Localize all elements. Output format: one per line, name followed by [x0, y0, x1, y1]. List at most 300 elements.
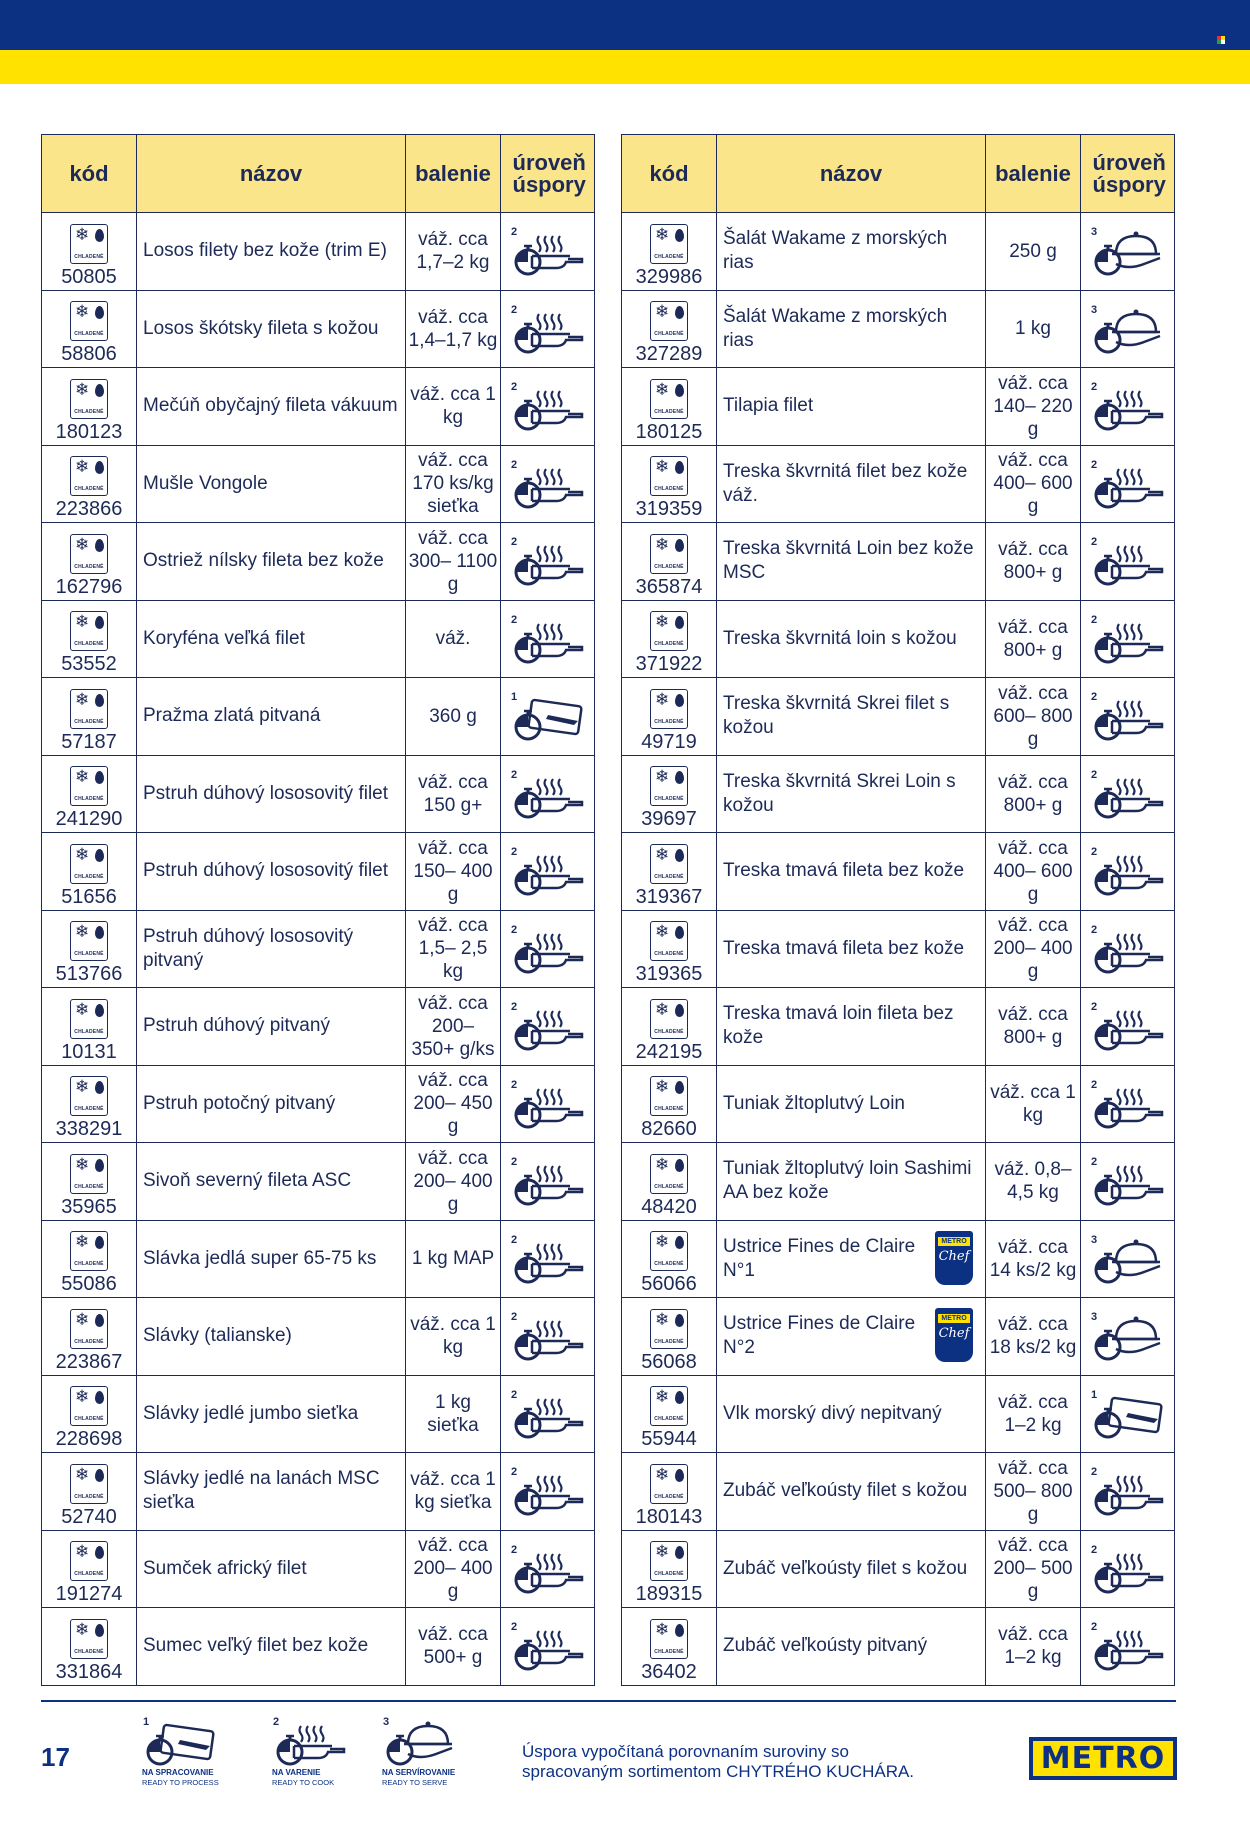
- chilled-icon: [70, 1154, 108, 1194]
- water-drop-icon: [95, 1314, 104, 1327]
- knife-board-icon: [1081, 1387, 1174, 1441]
- chilled-label: CHLADENÉ: [654, 718, 684, 725]
- legend-subtitle: READY TO COOK: [272, 1778, 335, 1787]
- svg-text:2: 2: [1090, 536, 1097, 549]
- chilled-icon: [650, 301, 688, 341]
- steaming-pan-icon: [501, 1619, 594, 1673]
- svg-text:2: 2: [510, 1001, 517, 1014]
- chilled-icon: [70, 844, 108, 884]
- svg-text:1: 1: [143, 1716, 150, 1728]
- table-row: [42, 290, 595, 368]
- product-code-cell: [622, 988, 717, 1066]
- product-name-cell: [717, 290, 986, 368]
- water-drop-icon: [675, 1314, 684, 1327]
- cloche-hand-icon: [1081, 224, 1174, 278]
- product-pack: váž. 0,8– 4,5 kg: [986, 1143, 1081, 1221]
- chilled-label: CHLADENÉ: [654, 1571, 684, 1577]
- product-name-cell: [717, 988, 986, 1066]
- product-code-cell: [42, 755, 137, 833]
- steaming-pan-icon: [501, 1232, 594, 1286]
- table-row: [622, 1298, 1175, 1376]
- table-row: [622, 910, 1175, 988]
- svg-text:2: 2: [510, 1543, 517, 1556]
- chilled-icon: [70, 766, 108, 806]
- product-pack: váž. cca 1–2 kg: [986, 1608, 1081, 1686]
- table-row: [622, 1375, 1175, 1453]
- product-name-cell: [717, 1143, 986, 1221]
- product-code-cell: [622, 213, 717, 291]
- chilled-icon: [650, 611, 688, 651]
- steaming-pan-icon: [1081, 844, 1174, 898]
- product-code: 55086: [61, 1273, 117, 1295]
- table-header-row: [622, 135, 1175, 213]
- product-code: 223867: [55, 1350, 123, 1373]
- svg-text:3: 3: [1090, 226, 1097, 239]
- product-pack: váž. cca 1 kg: [986, 1065, 1081, 1143]
- product-name-cell: [137, 600, 406, 678]
- snowflake-icon: ❄: [75, 379, 90, 400]
- product-name-cell: [717, 833, 986, 911]
- savings-level-cell: [501, 833, 595, 911]
- savings-level-cell: [501, 1608, 595, 1686]
- chilled-icon: [70, 1076, 108, 1116]
- chilled-label: CHLADENÉ: [74, 563, 104, 570]
- product-name-cell: [137, 213, 406, 291]
- savings-level-cell: [1081, 1065, 1175, 1143]
- product-code-cell: [622, 290, 717, 368]
- water-drop-icon: [675, 694, 684, 707]
- product-name-cell: [717, 445, 986, 523]
- product-name-cell: [137, 1298, 406, 1376]
- header-level: [1081, 135, 1175, 213]
- metro-logo: METRO: [1029, 1737, 1177, 1780]
- header-code: kód: [622, 135, 717, 213]
- metro-chef-badge: [935, 1231, 973, 1285]
- chilled-icon: [650, 1231, 688, 1271]
- product-name: Sivoň severný fileta ASC: [143, 1170, 352, 1192]
- snowflake-icon: ❄: [75, 1232, 90, 1252]
- chilled-icon: [650, 766, 688, 806]
- table-row: [622, 290, 1175, 368]
- product-pack: váž. cca 400– 600 g: [986, 833, 1081, 911]
- table-row: [42, 1530, 595, 1608]
- snowflake-icon: ❄: [75, 1387, 90, 1407]
- product-code-cell: [622, 1220, 717, 1298]
- svg-text:2: 2: [1090, 458, 1097, 471]
- product-pack: váž. cca 1 kg: [406, 368, 501, 446]
- chilled-icon: [650, 224, 688, 264]
- chilled-icon: [70, 1541, 108, 1581]
- header-pack: balenie: [406, 135, 501, 213]
- product-name-cell: [717, 910, 986, 988]
- product-code-cell: [622, 1453, 717, 1531]
- snowflake-icon: ❄: [75, 612, 90, 632]
- steaming-pan-icon: [501, 224, 594, 278]
- product-code-cell: [622, 910, 717, 988]
- savings-level-cell: [1081, 755, 1175, 833]
- chilled-label: CHLADENÉ: [654, 486, 684, 492]
- savings-level-cell: [501, 1453, 595, 1531]
- product-name: Šalát Wakame z morských rias: [723, 228, 948, 274]
- cloche-hand-icon: [1081, 1309, 1174, 1363]
- product-code-cell: [42, 290, 137, 368]
- product-name-cell: [137, 833, 406, 911]
- steaming-pan-icon: [1081, 999, 1174, 1053]
- table-header-row: [42, 135, 595, 213]
- chilled-label: CHLADENÉ: [654, 1416, 684, 1422]
- chilled-label: CHLADENÉ: [74, 1106, 104, 1112]
- product-name: Treska škvrnitá Loin bez kože MSC: [723, 538, 974, 584]
- water-drop-icon: [95, 694, 104, 707]
- product-code-cell: [42, 1220, 137, 1298]
- product-pack: váž. cca 800+ g: [986, 755, 1081, 833]
- product-name: Losos filety bez kože (trim E): [143, 240, 387, 262]
- chilled-label: CHLADENÉ: [654, 253, 684, 260]
- product-pack: váž. cca 500+ g: [406, 1608, 501, 1686]
- product-name: Ostriež nílsky fileta bez kože: [143, 550, 384, 572]
- product-name: Treska škvrnitá filet bez kože váž.: [723, 460, 968, 506]
- water-drop-icon: [675, 849, 684, 862]
- chilled-icon: [70, 301, 108, 341]
- product-pack: váž. cca 400– 600 g: [986, 445, 1081, 523]
- svg-text:2: 2: [510, 1466, 517, 1479]
- product-code: 180125: [635, 420, 703, 443]
- snowflake-icon: ❄: [75, 844, 90, 865]
- savings-level-cell: [1081, 1298, 1175, 1376]
- product-code-cell: [42, 988, 137, 1066]
- savings-level-cell: [1081, 445, 1175, 523]
- product-pack: 1 kg: [986, 290, 1081, 368]
- svg-text:2: 2: [510, 303, 517, 316]
- water-drop-icon: [675, 1546, 684, 1559]
- snowflake-icon: ❄: [655, 844, 670, 865]
- product-name-cell: [137, 1608, 406, 1686]
- svg-text:2: 2: [1090, 923, 1097, 936]
- product-code: 53552: [61, 653, 117, 675]
- product-name-cell: [717, 1453, 986, 1531]
- product-code-cell: [42, 445, 137, 523]
- water-drop-icon: [95, 1546, 104, 1559]
- table-row: [622, 1065, 1175, 1143]
- product-name: Treska tmavá fileta bez kože: [723, 860, 965, 882]
- water-drop-icon: [675, 539, 684, 552]
- product-name: Zubáč veľkoústy filet s kožou: [723, 1480, 968, 1502]
- table-row: [622, 1530, 1175, 1608]
- svg-text:2: 2: [1090, 1001, 1097, 1014]
- svg-text:3: 3: [1090, 1311, 1097, 1324]
- savings-level-cell: [501, 1298, 595, 1376]
- snowflake-icon: ❄: [655, 1542, 670, 1562]
- savings-level-cell: [1081, 368, 1175, 446]
- product-pack: váž. cca 1,4–1,7 kg: [406, 290, 501, 368]
- product-name-cell: [717, 1375, 986, 1453]
- product-name-cell: [717, 1298, 986, 1376]
- svg-text:2: 2: [510, 768, 517, 781]
- product-code: 162796: [55, 575, 123, 598]
- legend-ready-to-serve: [380, 1714, 495, 1787]
- svg-text:2: 2: [1090, 691, 1097, 704]
- product-code: 329986: [635, 265, 703, 288]
- steaming-pan-icon: [1081, 1154, 1174, 1208]
- table-row: [622, 755, 1175, 833]
- steaming-pan-icon: [501, 999, 594, 1053]
- water-drop-icon: [95, 616, 104, 629]
- product-pack: váž. cca 1 kg: [406, 1298, 501, 1376]
- chilled-icon: [650, 1541, 688, 1581]
- table-row: [622, 1143, 1175, 1221]
- product-name: Sumček africký filet: [143, 1557, 307, 1579]
- steaming-pan-icon: [501, 379, 594, 433]
- product-name-cell: [137, 910, 406, 988]
- chilled-label: CHLADENÉ: [74, 951, 104, 957]
- water-drop-icon: [95, 1004, 104, 1017]
- savings-level-cell: [501, 445, 595, 523]
- snowflake-icon: ❄: [75, 1542, 90, 1562]
- snowflake-icon: ❄: [655, 922, 670, 942]
- steaming-pan-icon: [1081, 1542, 1174, 1596]
- header-pack: balenie: [986, 135, 1081, 213]
- product-name: Šalát Wakame z morských rias: [723, 305, 948, 351]
- product-code-cell: [622, 678, 717, 756]
- snowflake-icon: ❄: [655, 302, 670, 322]
- product-code-cell: [42, 678, 137, 756]
- snowflake-icon: ❄: [75, 1309, 90, 1330]
- savings-level-cell: [501, 213, 595, 291]
- svg-text:2: 2: [510, 1311, 517, 1324]
- chilled-icon: [650, 921, 688, 961]
- product-pack: váž. cca 200– 400 g: [406, 1143, 501, 1221]
- chilled-label: CHLADENÉ: [654, 563, 684, 570]
- table-row: [622, 445, 1175, 523]
- header-level: [501, 135, 595, 213]
- product-code-cell: [622, 445, 717, 523]
- product-code: 10131: [61, 1040, 117, 1063]
- svg-text:2: 2: [510, 613, 517, 626]
- product-pack: váž. cca 200– 400 g: [406, 1530, 501, 1608]
- product-code: 58806: [61, 343, 117, 365]
- snowflake-icon: ❄: [655, 1387, 670, 1407]
- table-row: [42, 988, 595, 1066]
- product-name-cell: [717, 1608, 986, 1686]
- water-drop-icon: [675, 1159, 684, 1172]
- chilled-icon: [70, 379, 108, 419]
- product-code-cell: [42, 910, 137, 988]
- svg-text:2: 2: [510, 536, 517, 549]
- product-name: Ustrice Fines de Claire N°2: [723, 1313, 916, 1359]
- svg-text:2: 2: [273, 1716, 280, 1728]
- product-name-cell: [137, 1453, 406, 1531]
- chilled-label: CHLADENÉ: [74, 486, 104, 492]
- snowflake-icon: ❄: [655, 767, 670, 787]
- svg-text:2: 2: [510, 1621, 517, 1634]
- water-drop-icon: [675, 1469, 684, 1482]
- chilled-label: CHLADENÉ: [74, 1648, 104, 1655]
- chilled-label: CHLADENÉ: [74, 873, 104, 880]
- chilled-icon: [650, 999, 688, 1039]
- legend-subtitle: READY TO PROCESS: [142, 1778, 219, 1787]
- table-row: [622, 523, 1175, 601]
- product-code: 180123: [55, 420, 123, 443]
- product-name: Zubáč veľkoústy pitvaný: [723, 1635, 928, 1657]
- svg-text:2: 2: [510, 1388, 517, 1401]
- chilled-label: CHLADENÉ: [654, 796, 684, 802]
- product-code-cell: [622, 600, 717, 678]
- product-code: 242195: [635, 1040, 703, 1063]
- product-code: 55944: [641, 1428, 697, 1450]
- metro-chef-badge-brand: METRO: [938, 1237, 970, 1246]
- steaming-pan-icon: [501, 1077, 594, 1131]
- legend-subtitle: READY TO SERVE: [382, 1778, 448, 1787]
- chilled-icon: [70, 611, 108, 651]
- product-pack: 250 g: [986, 213, 1081, 291]
- product-code: 371922: [635, 653, 703, 675]
- product-pack: váž. cca 600– 800 g: [986, 678, 1081, 756]
- product-code: 35965: [61, 1195, 117, 1218]
- chilled-label: CHLADENÉ: [654, 1648, 684, 1655]
- chilled-label: CHLADENÉ: [74, 1338, 104, 1345]
- product-code: 36402: [641, 1660, 697, 1683]
- legend-ready-to-cook: [270, 1714, 385, 1787]
- product-code: 82660: [641, 1118, 697, 1140]
- product-pack: váž.: [406, 600, 501, 678]
- snowflake-icon: ❄: [655, 1619, 670, 1640]
- chilled-icon: [650, 1619, 688, 1659]
- steaming-pan-icon: [1081, 379, 1174, 433]
- product-table-right: [621, 134, 1175, 1686]
- table-row: [622, 678, 1175, 756]
- product-name: Treska tmavá fileta bez kože: [723, 937, 965, 959]
- savings-level-cell: [501, 910, 595, 988]
- product-code: 513766: [55, 963, 123, 985]
- product-name-cell: [717, 600, 986, 678]
- product-name-cell: [137, 445, 406, 523]
- product-code-cell: [42, 1298, 137, 1376]
- water-drop-icon: [95, 771, 104, 784]
- product-pack: váž. cca 300– 1100 g: [406, 523, 501, 601]
- svg-text:2: 2: [1090, 1466, 1097, 1479]
- product-pack: váž. cca 1,7–2 kg: [406, 213, 501, 291]
- product-name-cell: [137, 678, 406, 756]
- chilled-icon: [70, 1464, 108, 1504]
- steaming-pan-icon: [501, 534, 594, 588]
- snowflake-icon: ❄: [655, 999, 670, 1020]
- steaming-pan-icon: [501, 612, 594, 666]
- header-name: názov: [137, 135, 406, 213]
- chilled-label: CHLADENÉ: [74, 253, 104, 260]
- savings-level-cell: [1081, 1220, 1175, 1298]
- product-pack: váž. cca 170 ks/kg sieťka: [406, 445, 501, 523]
- steaming-pan-icon: [501, 1387, 594, 1441]
- chilled-icon: [650, 456, 688, 496]
- table-row: [42, 833, 595, 911]
- chilled-icon: [650, 689, 688, 729]
- product-name-cell: [717, 523, 986, 601]
- table-body-left: [42, 213, 595, 1686]
- chilled-icon: [70, 689, 108, 729]
- water-drop-icon: [675, 1624, 684, 1637]
- product-code: 241290: [55, 808, 123, 830]
- snowflake-icon: ❄: [655, 224, 670, 245]
- table-row: [42, 445, 595, 523]
- product-pack: váž. cca 500– 800 g: [986, 1453, 1081, 1531]
- chilled-label: CHLADENÉ: [74, 1183, 104, 1190]
- product-pack: váž. cca 800+ g: [986, 523, 1081, 601]
- chilled-icon: [70, 1231, 108, 1271]
- savings-level-cell: [501, 600, 595, 678]
- water-drop-icon: [675, 1081, 684, 1094]
- chilled-icon: [70, 456, 108, 496]
- product-code: 327289: [635, 343, 703, 365]
- svg-text:2: 2: [510, 923, 517, 936]
- savings-level-cell: [501, 678, 595, 756]
- steaming-pan-icon: [1081, 457, 1174, 511]
- product-pack: váž. cca 18 ks/2 kg: [986, 1298, 1081, 1376]
- table-row: [42, 1220, 595, 1298]
- product-name: Vlk morský divý nepitvaný: [723, 1402, 942, 1424]
- chilled-label: CHLADENÉ: [654, 1106, 684, 1112]
- svg-text:2: 2: [510, 226, 517, 239]
- table-row: [42, 523, 595, 601]
- snowflake-icon: ❄: [75, 534, 90, 555]
- product-name: Pstruh potočný pitvaný: [143, 1092, 336, 1114]
- product-name: Slávky jedlé jumbo sieťka: [143, 1402, 359, 1424]
- product-code-cell: [42, 833, 137, 911]
- product-code-cell: [622, 1530, 717, 1608]
- svg-text:3: 3: [383, 1716, 390, 1728]
- water-drop-icon: [95, 306, 104, 319]
- product-code: 51656: [61, 885, 117, 908]
- water-drop-icon: [675, 229, 684, 242]
- product-name-cell: [137, 523, 406, 601]
- product-code: 228698: [55, 1428, 123, 1450]
- product-code: 52740: [61, 1505, 117, 1528]
- metro-chef-badge-brand: METRO: [938, 1314, 970, 1323]
- cloche-hand-icon: [1081, 302, 1174, 356]
- snowflake-icon: ❄: [655, 1309, 670, 1330]
- steaming-pan-icon: [1081, 534, 1174, 588]
- legend-title: NA SERVÍROVANIE: [382, 1768, 456, 1777]
- product-name-cell: [137, 290, 406, 368]
- svg-text:2: 2: [1090, 1621, 1097, 1634]
- chilled-label: CHLADENÉ: [74, 718, 104, 725]
- product-code-cell: [42, 1608, 137, 1686]
- product-name: Pstruh dúhový pitvaný: [143, 1015, 330, 1037]
- chilled-label: CHLADENÉ: [74, 1416, 104, 1422]
- water-drop-icon: [95, 229, 104, 242]
- product-code: 191274: [55, 1583, 123, 1605]
- chilled-label: CHLADENÉ: [654, 408, 684, 415]
- product-code: 56066: [641, 1273, 697, 1295]
- savings-level-cell: [1081, 600, 1175, 678]
- savings-level-cell: [501, 1375, 595, 1453]
- svg-text:2: 2: [510, 1233, 517, 1246]
- table-row: [622, 368, 1175, 446]
- table-row: [42, 1065, 595, 1143]
- chilled-label: CHLADENÉ: [74, 1493, 104, 1500]
- product-name-cell: [717, 1530, 986, 1608]
- product-code-cell: [42, 600, 137, 678]
- product-pack: váž. cca 200– 450 g: [406, 1065, 501, 1143]
- svg-text:2: 2: [1090, 1543, 1097, 1556]
- table-row: [42, 600, 595, 678]
- header-name: názov: [717, 135, 986, 213]
- chilled-icon: [70, 1386, 108, 1426]
- savings-note-line1: Úspora vypočítaná porovnaním suroviny so: [522, 1742, 849, 1761]
- savings-level-cell: [1081, 678, 1175, 756]
- product-name: Treska škvrnitá Skrei Loin s kožou: [723, 770, 956, 816]
- snowflake-icon: ❄: [75, 1464, 90, 1485]
- snowflake-icon: ❄: [75, 302, 90, 322]
